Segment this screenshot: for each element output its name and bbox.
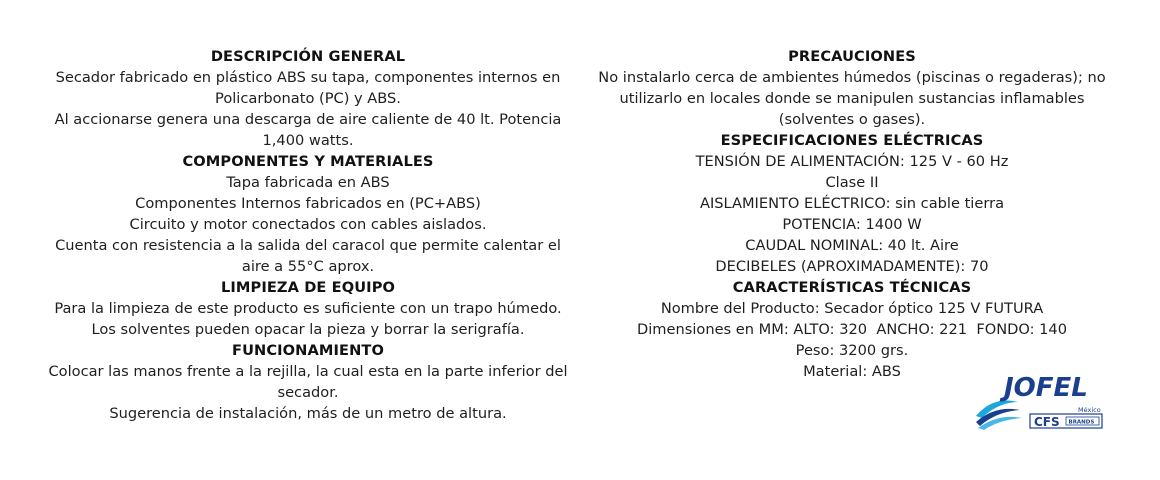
caracteristicas-item: Nombre del Producto: Secador óptico 125 V FUTURA bbox=[660, 300, 1044, 317]
funcionamiento-paragraph-2: Sugerencia de instalación, más de un metro de altura. bbox=[109, 405, 507, 422]
especificaciones-item: TENSIÓN DE ALIMENTACIÓN: 125 V - 60 Hz bbox=[695, 153, 1009, 170]
sub-brand-label: BRANDS bbox=[1068, 419, 1095, 426]
componentes-item: Cuenta con resistencia a la salida del caracol que permite calentar el aire a 55°C aprox. bbox=[55, 237, 561, 275]
heading-funcionamiento: FUNCIONAMIENTO bbox=[232, 342, 384, 359]
jofel-cfs-logo bbox=[974, 372, 1110, 430]
caracteristicas-item: Dimensiones en MM: ALTO: 320 ANCHO: 221 FONDO: 140 bbox=[637, 321, 1067, 338]
funcionamiento-paragraph-1: Colocar las manos frente a la rejilla, la cual esta en la parte inferior del secador. bbox=[48, 363, 568, 401]
especificaciones-item: DECIBELES (APROXIMADAMENTE): 70 bbox=[715, 258, 989, 275]
country-label: México bbox=[1078, 406, 1101, 414]
especificaciones-item: AISLAMIENTO ELÉCTRICO: sin cable tierra bbox=[699, 195, 1005, 212]
especificaciones-item: CAUDAL NOMINAL: 40 lt. Aire bbox=[745, 237, 959, 254]
right-column bbox=[588, 46, 1116, 382]
left-column bbox=[40, 46, 576, 424]
componentes-item: Circuito y motor conectados con cables aislados. bbox=[129, 216, 487, 233]
precauciones-paragraph: No instalarlo cerca de ambientes húmedos (piscinas o regaderas); no utilizarlo en locales donde se manipulen sustancias inflamables (solventes o gases). bbox=[598, 69, 1106, 128]
especificaciones-item: POTENCIA: 1400 W bbox=[782, 216, 922, 233]
componentes-item: Tapa fabricada en ABS bbox=[226, 174, 390, 191]
heading-especificaciones-electricas: ESPECIFICACIONES ELÉCTRICAS bbox=[720, 132, 984, 149]
heading-componentes-materiales: COMPONENTES Y MATERIALES bbox=[182, 153, 434, 170]
componentes-item: Componentes Internos fabricados en (PC+ABS) bbox=[135, 195, 481, 212]
caracteristicas-item: Material: ABS bbox=[803, 363, 901, 380]
heading-precauciones: PRECAUCIONES bbox=[788, 48, 916, 65]
sub-brand-wordmark: CFS bbox=[1034, 415, 1060, 429]
heading-caracteristicas-tecnicas: CARACTERÍSTICAS TÉCNICAS bbox=[732, 279, 972, 296]
heading-limpieza-equipo: LIMPIEZA DE EQUIPO bbox=[220, 279, 396, 296]
descripcion-paragraph-1: Secador fabricado en plástico ABS su tapa, componentes internos en Policarbonato (PC) y ABS. bbox=[55, 69, 561, 107]
limpieza-paragraph: Para la limpieza de este producto es suficiente con un trapo húmedo. Los solventes pueden opacar la pieza y borrar la serigrafía. bbox=[54, 300, 562, 338]
jofel-logo-mark bbox=[974, 372, 1110, 430]
brand-wordmark: JOFEL bbox=[1004, 373, 1088, 403]
especificaciones-item: Clase II bbox=[825, 174, 879, 191]
descripcion-paragraph-2: Al accionarse genera una descarga de aire caliente de 40 lt. Potencia 1,400 watts. bbox=[54, 111, 562, 149]
caracteristicas-item: Peso: 3200 grs. bbox=[795, 342, 909, 359]
heading-descripcion-general: DESCRIPCIÓN GENERAL bbox=[210, 48, 406, 65]
